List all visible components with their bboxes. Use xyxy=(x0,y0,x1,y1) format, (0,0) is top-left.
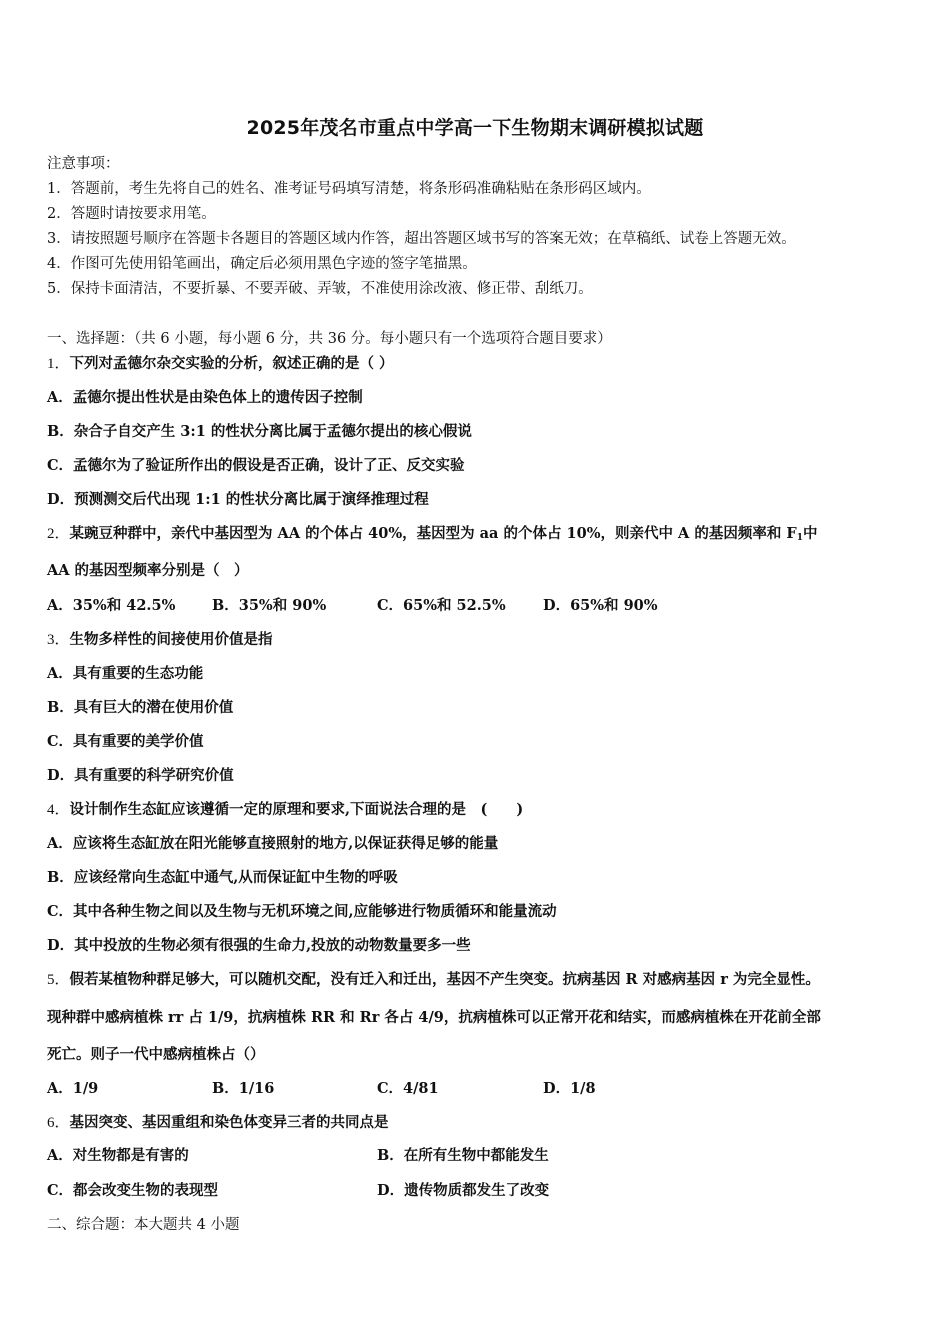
option: D．65%和 90% xyxy=(543,597,658,614)
question-stem: 假若某植物种群足够大，可以随机交配，没有迁入和迁出，基因不产生突变。抗病基因 R 对感病基因 r 为完全显性。 xyxy=(69,971,820,988)
option: D．其中投放的生物必须有很强的生命力,投放的动物数量要多一些 xyxy=(47,937,471,954)
question-stem: 基因突变、基因重组和染色体变异三者的共同点是 xyxy=(69,1114,389,1131)
notice-item: 2．答题时请按要求用笔。 xyxy=(47,206,216,222)
notice-item: 5．保持卡面清洁，不要折暴、不要弄破、弄皱，不准使用涂改液、修正带、刮纸刀。 xyxy=(47,281,593,297)
question-stem-line: 现种群中感病植株 rr 占 1/9，抗病植株 RR 和 Rr 各占 4/9，抗病植株可以正常开花和结实，而感病植株在开花前全部 xyxy=(47,1009,821,1026)
question-1 xyxy=(47,352,394,373)
question-stem: 设计制作生态缸应该遵循一定的原理和要求,下面说法合理的是 ( ) xyxy=(69,801,524,818)
option: A．具有重要的生态功能 xyxy=(47,665,204,682)
option: C．具有重要的美学价值 xyxy=(47,733,204,750)
option: A．对生物都是有害的 xyxy=(47,1147,189,1164)
question-3 xyxy=(47,628,273,649)
option: B．应该经常向生态缸中通气,从而保证缸中生物的呼吸 xyxy=(47,869,398,886)
question-number: 1． xyxy=(47,356,70,372)
option: B．35%和 90% xyxy=(212,597,327,614)
notice-item: 1．答题前，考生先将自己的姓名、准考证号码填写清楚，将条形码准确粘贴在条形码区域内。 xyxy=(47,181,651,197)
option: C．65%和 52.5% xyxy=(377,597,506,614)
option: B．在所有生物中都能发生 xyxy=(377,1147,549,1164)
question-stem: 某豌豆种群中，亲代中基因型为 AA 的个体占 40%，基因型为 aa 的个体占 10%，则亲代中 A 的基因频率和 F xyxy=(69,525,797,542)
question-2 xyxy=(47,522,817,543)
question-number: 6． xyxy=(47,1115,70,1131)
question-stem-line: AA 的基因型频率分别是（ ） xyxy=(47,562,249,579)
option: C．都会改变生物的表现型 xyxy=(47,1182,219,1199)
option: C．孟德尔为了验证所作出的假设是否正确，设计了正、反交实验 xyxy=(47,457,465,474)
option: D．具有重要的科学研究价值 xyxy=(47,767,234,784)
option: D．1/8 xyxy=(543,1080,596,1097)
question-number: 4． xyxy=(47,802,70,818)
option: A．1/9 xyxy=(47,1080,99,1097)
section-heading: 一、选择题：（共 6 小题，每小题 6 分，共 36 分。每小题只有一个选项符合题目要求） xyxy=(47,331,612,347)
question-stem: 下列对孟德尔杂交实验的分析，叙述正确的是（ ） xyxy=(69,355,394,372)
question-number: 5． xyxy=(47,972,70,988)
question-6 xyxy=(47,1111,389,1132)
option: D．遗传物质都发生了改变 xyxy=(377,1182,550,1199)
question-stem-line: 死亡。则子一代中感病植株占（） xyxy=(47,1046,265,1063)
notice-item: 4．作图可先使用铅笔画出，确定后必须用黑色字迹的签字笔描黑。 xyxy=(47,256,477,272)
question-stem-tail: 中 xyxy=(802,525,818,542)
question-4 xyxy=(47,798,523,819)
notice-heading: 注意事项： xyxy=(47,156,120,172)
question-number: 3． xyxy=(47,632,70,648)
option: A．应该将生态缸放在阳光能够直接照射的地方,以保证获得足够的能量 xyxy=(47,835,499,852)
option: B．具有巨大的潜在使用价值 xyxy=(47,699,234,716)
option: A．孟德尔提出性状是由染色体上的遗传因子控制 xyxy=(47,389,363,406)
question-number: 2． xyxy=(47,526,70,542)
question-5 xyxy=(47,968,820,989)
option: C．4/81 xyxy=(377,1080,439,1097)
option: B．杂合子自交产生 3:1 的性状分离比属于孟德尔提出的核心假说 xyxy=(47,423,472,440)
option: B．1/16 xyxy=(212,1080,275,1097)
option: A．35%和 42.5% xyxy=(47,597,176,614)
page-title: 2025年茂名市重点中学高一下生物期末调研模拟试题 xyxy=(246,117,704,139)
section-heading: 二、综合题：本大题共 4 小题 xyxy=(47,1217,240,1233)
option: D．预测测交后代出现 1:1 的性状分离比属于演绎推理过程 xyxy=(47,491,429,508)
question-stem: 生物多样性的间接使用价值是指 xyxy=(69,631,273,648)
option: C．其中各种生物之间以及生物与无机环境之间,应能够进行物质循环和能量流动 xyxy=(47,903,557,920)
subscript: 1 xyxy=(796,533,803,543)
notice-item: 3．请按照题号顺序在答题卡各题目的答题区域内作答，超出答题区域书写的答案无效；在草稿纸、试卷上答题无效。 xyxy=(47,231,796,247)
